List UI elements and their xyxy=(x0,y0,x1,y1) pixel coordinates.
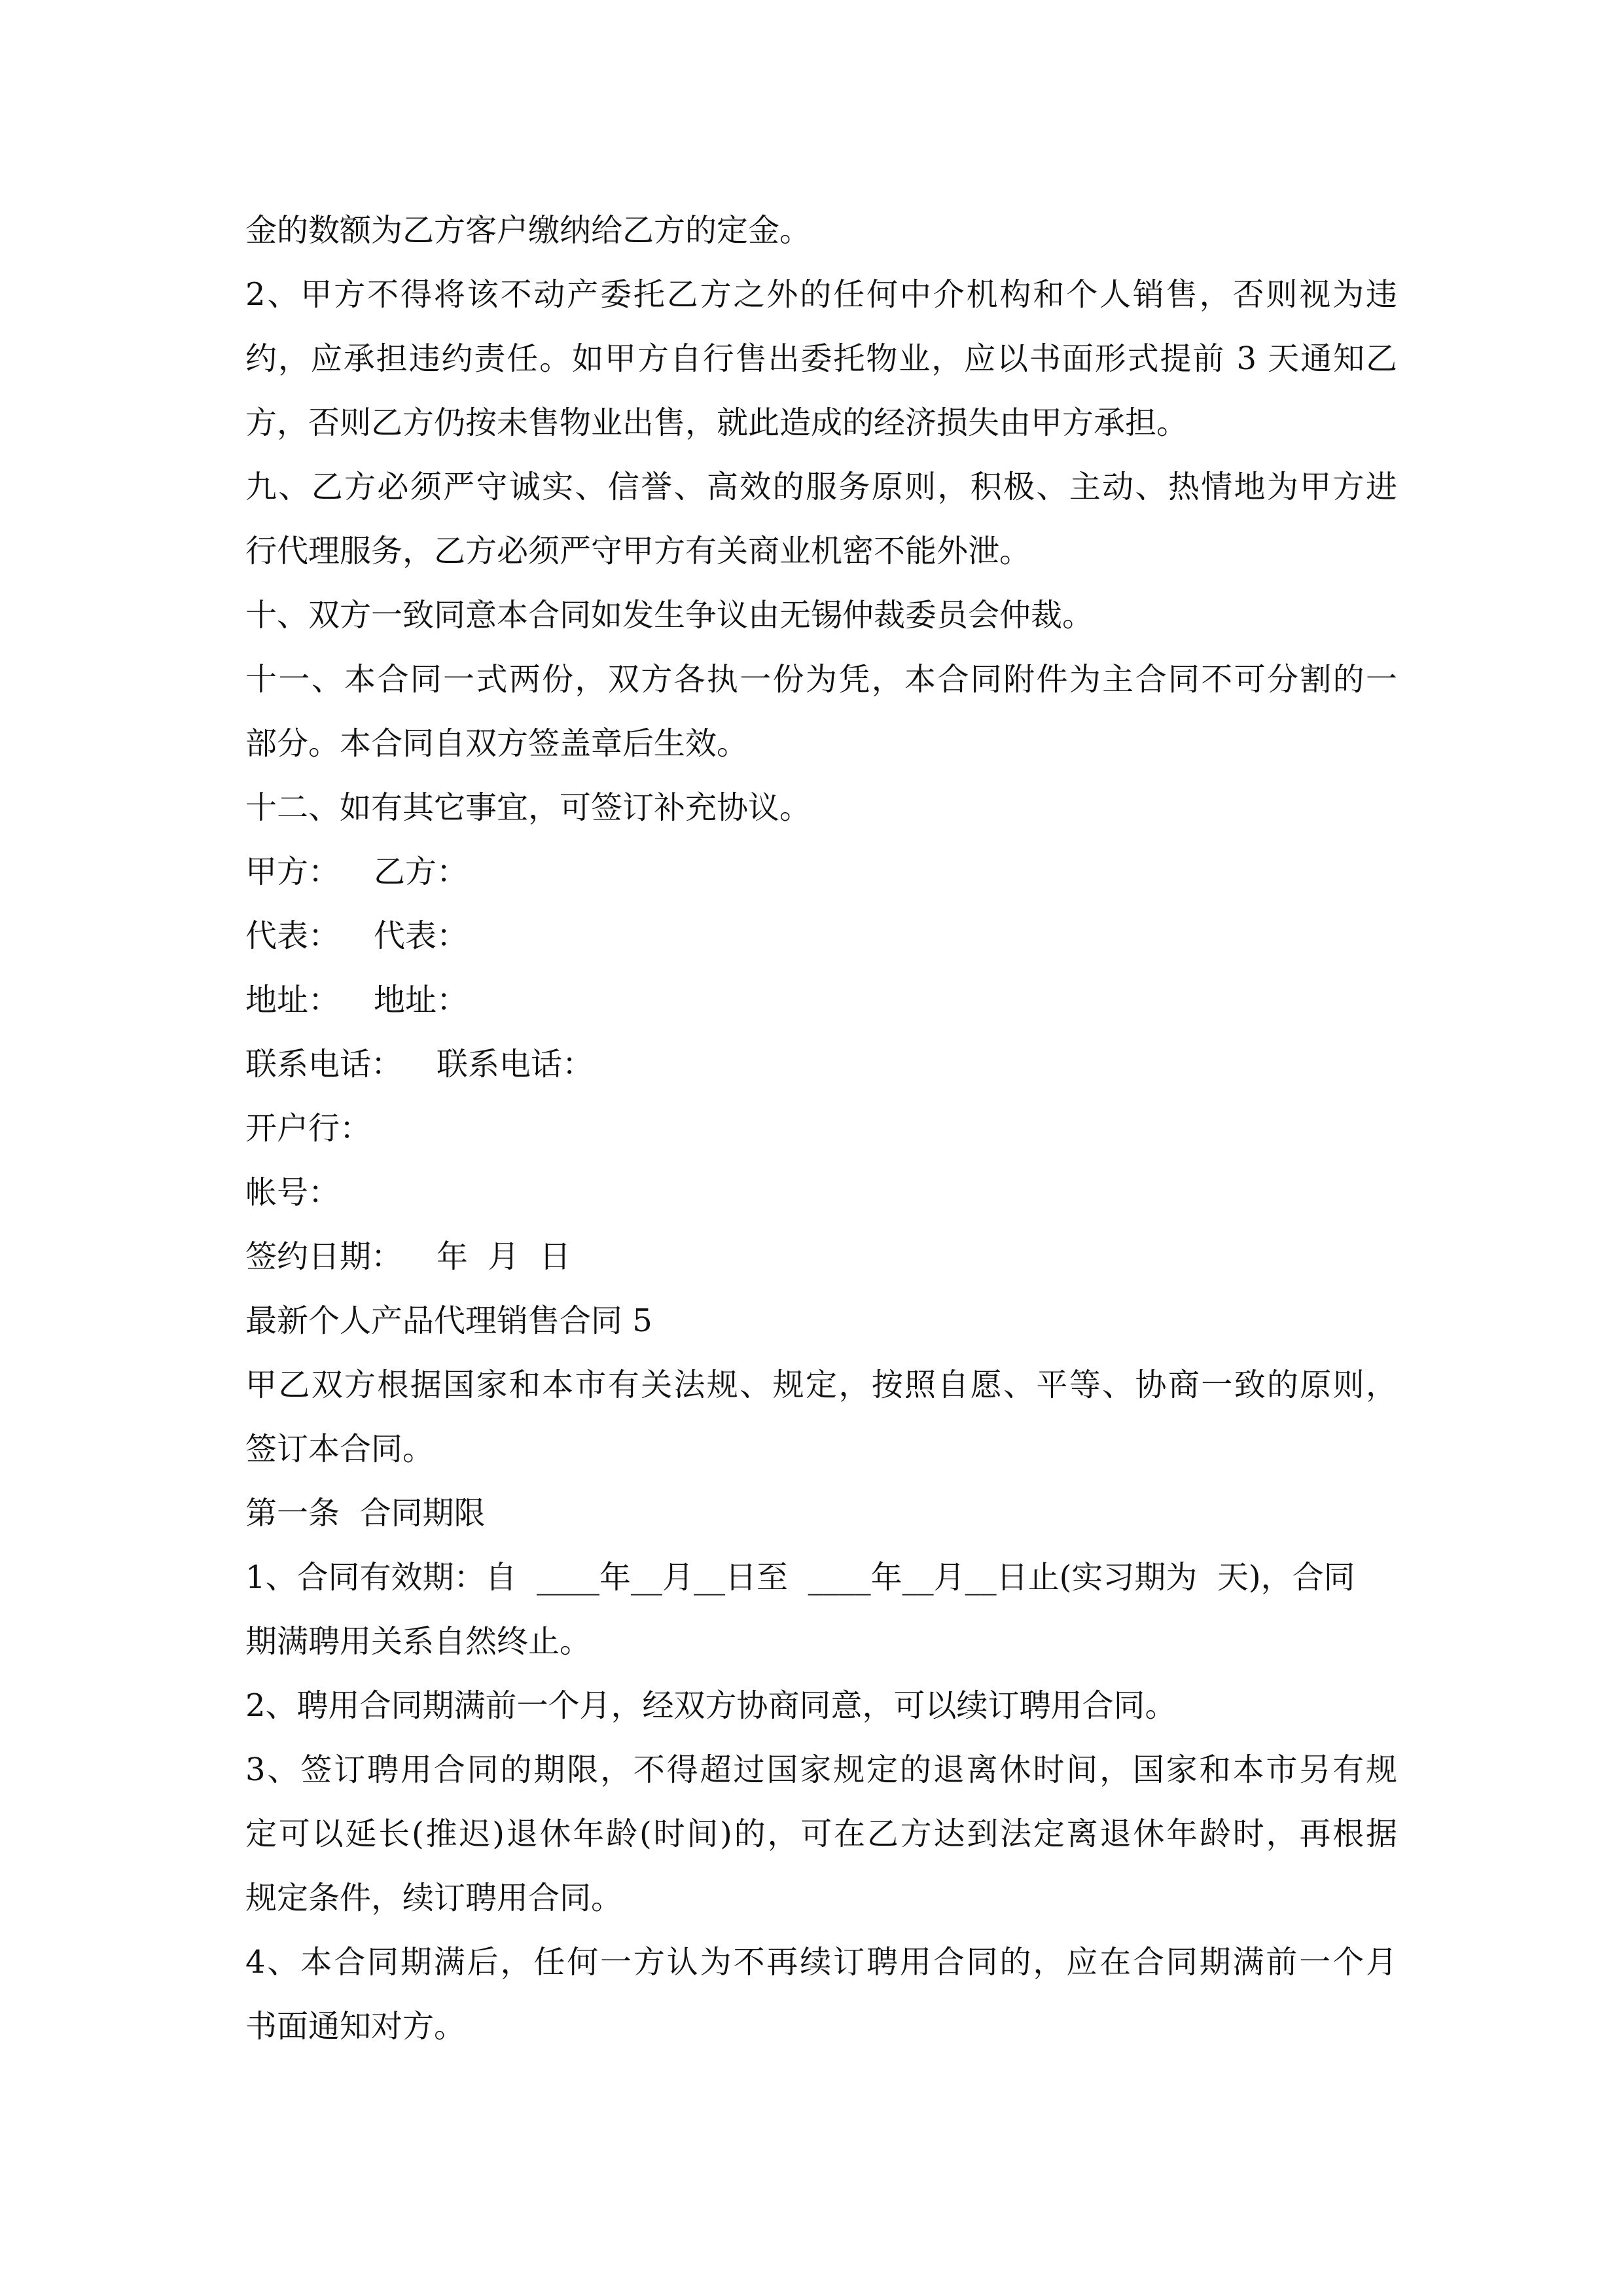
contract-title: 最新个人产品代理销售合同 5 xyxy=(245,1302,652,1339)
paragraph-line: 行代理服务，乙方必须严守甲方有关商业机密不能外泄。 xyxy=(245,533,1031,569)
rep-b-label: 代表： xyxy=(374,918,469,954)
paragraph-line xyxy=(245,455,1397,519)
party-a-label: 甲方： xyxy=(245,853,340,890)
signature-rep-row xyxy=(245,904,1397,968)
signing-date-label: 签约日期： xyxy=(245,1238,403,1275)
paragraph-line: 1、合同有效期：自 ____年__月__日至 ____年__月__日止(实习期为 天)，合同 xyxy=(245,1559,1355,1596)
signing-date-row xyxy=(245,1225,1397,1289)
paragraph-line xyxy=(245,327,1397,391)
paragraph-line: 规定条件，续订聘用合同。 xyxy=(245,1880,623,1916)
paragraph-line: 金的数额为乙方客户缴纳给乙方的定金。 xyxy=(245,212,812,249)
address-b-label: 地址： xyxy=(374,982,469,1018)
date-day: 日 xyxy=(539,1238,571,1275)
account-label: 帐号： xyxy=(245,1174,340,1211)
paragraph-line: 方，否则乙方仍按未售物业出售，就此造成的经济损失由甲方承担。 xyxy=(245,404,1188,441)
date-month: 月 xyxy=(488,1238,520,1275)
phone-b-label: 联系电话： xyxy=(437,1046,594,1083)
paragraph-line: 签订本合同。 xyxy=(245,1431,435,1467)
paragraph-line: 期满聘用关系自然终止。 xyxy=(245,1623,592,1660)
document-body xyxy=(245,198,1397,2058)
paragraph-line-text: 2、甲方不得将该不动产委托乙方之外的任何中介机构和个人销售，否则视为违 xyxy=(245,276,1397,313)
paragraph-line-text: 4、本合同期满后，任何一方认为不再续订聘用合同的，应在合同期满前一个月 xyxy=(245,1944,1397,1981)
paragraph-line-text: 甲乙双方根据国家和本市有关法规、规定，按照自愿、平等、协商一致的原则， xyxy=(245,1367,1397,1403)
paragraph-line: 部分。本合同自双方签盖章后生效。 xyxy=(245,725,749,762)
paragraph-line xyxy=(245,1930,1397,1994)
paragraph-line-text: 九、乙方必须严守诚实、信誉、高效的服务原则，积极、主动、热情地为甲方进 xyxy=(245,469,1397,505)
paragraph-line xyxy=(245,1738,1397,1802)
phone-a-label: 联系电话： xyxy=(245,1046,403,1083)
rep-a-label: 代表： xyxy=(245,918,340,954)
paragraph-line xyxy=(245,262,1397,327)
paragraph-line: 2、聘用合同期满前一个月，经双方协商同意，可以续订聘用合同。 xyxy=(245,1687,1177,1724)
paragraph-line-text: 3、签订聘用合同的期限，不得超过国家规定的退离休时间，国家和本市另有规 xyxy=(245,1751,1397,1788)
party-b-label: 乙方： xyxy=(374,853,469,890)
paragraph-line: 书面通知对方。 xyxy=(245,2008,466,2045)
paragraph-line xyxy=(245,1353,1397,1417)
date-year: 年 xyxy=(437,1238,469,1275)
address-a-label: 地址： xyxy=(245,982,340,1018)
paragraph-line-text: 定可以延长(推迟)退休年龄(时间)的，可在乙方达到法定离退休年龄时，再根据 xyxy=(245,1816,1397,1852)
paragraph-line: 十、双方一致同意本合同如发生争议由无锡仲裁委员会仲裁。 xyxy=(245,597,1094,634)
account-row xyxy=(245,1160,1397,1225)
bank-row xyxy=(245,1096,1397,1160)
signature-address-row xyxy=(245,968,1397,1032)
paragraph-line xyxy=(245,1802,1397,1866)
paragraph-line-text: 约，应承担违约责任。如甲方自行售出委托物业，应以书面形式提前 3 天通知乙 xyxy=(245,340,1397,377)
signature-phone-row xyxy=(245,1032,1397,1096)
paragraph-line: 十二、如有其它事宜，可签订补充协议。 xyxy=(245,789,812,826)
signature-party-row xyxy=(245,840,1397,904)
bank-label: 开户行： xyxy=(245,1110,372,1147)
paragraph-line xyxy=(245,647,1397,711)
paragraph-line-text: 十一、本合同一式两份，双方各执一份为凭，本合同附件为主合同不可分割的一 xyxy=(245,661,1397,698)
section-heading: 第一条 合同期限 xyxy=(245,1495,486,1532)
